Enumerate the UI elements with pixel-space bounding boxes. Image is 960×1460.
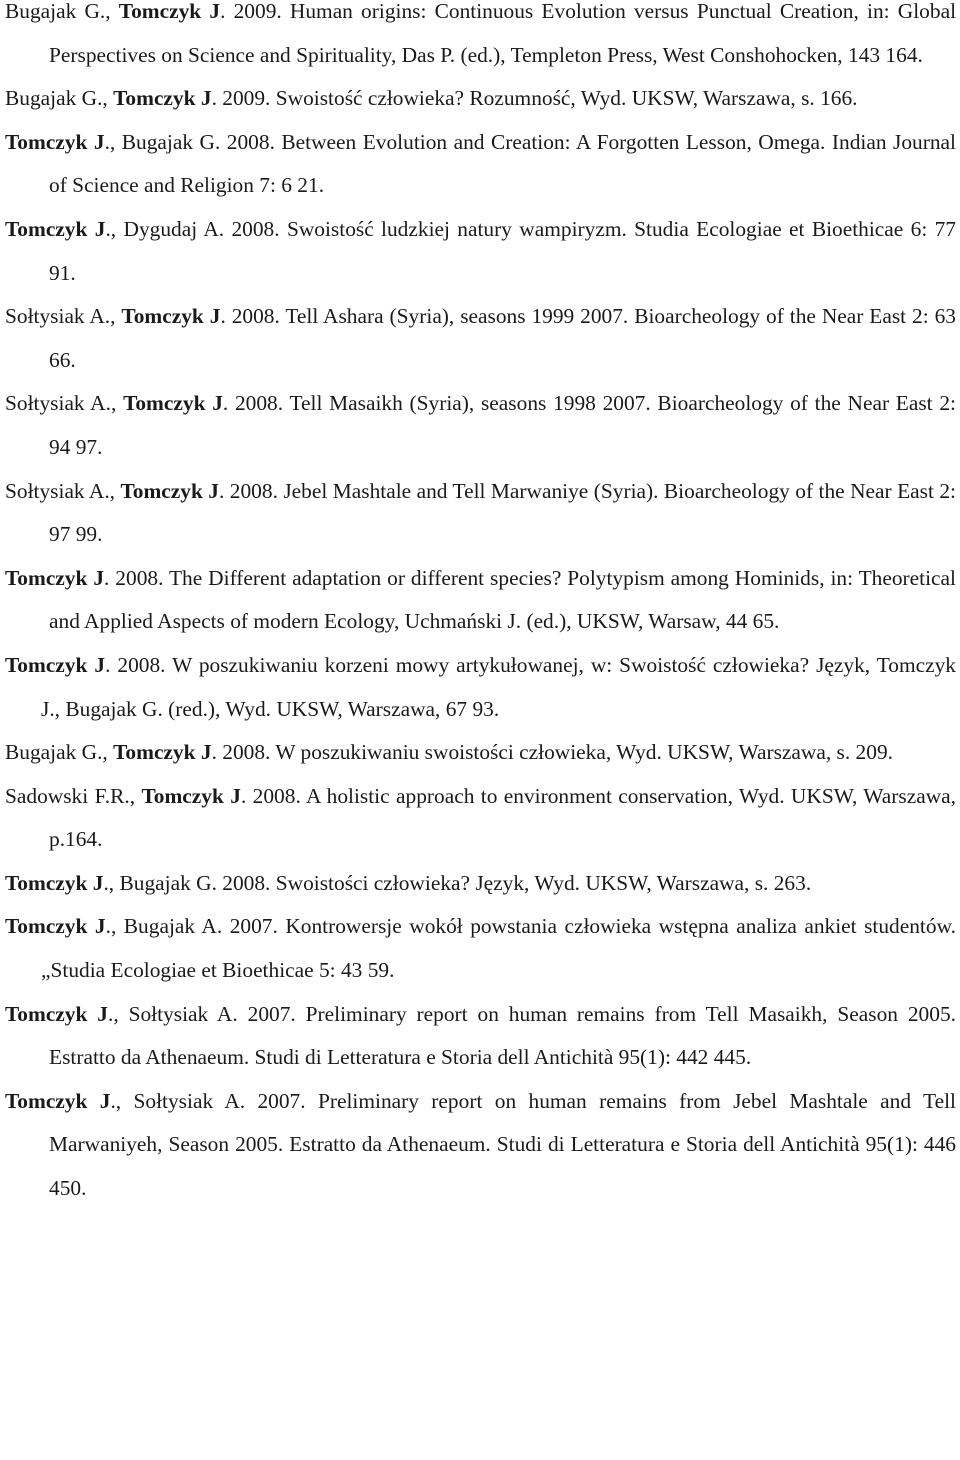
reference-text: . 2008. W poszukiwaniu swoistości człowieka, Wyd. UKSW, Warszawa, s. 209. [211, 740, 893, 765]
reference-text: Sołtysiak A., [5, 478, 121, 503]
author-highlight: Tomczyk J [5, 870, 104, 895]
reference-text: . 2008. The Different adaptation or different species? Polytypism among Hominids, in: Theoretical and Applied Aspects of modern Ecology, Uchmański J. (ed.), UKSW, Warsaw, 44 65. [49, 565, 956, 634]
reference-entry [5, 775, 956, 862]
author-highlight: Tomczyk J [5, 1001, 108, 1026]
author-highlight: Tomczyk J [118, 0, 221, 23]
reference-entry [5, 993, 956, 1080]
reference-text: . 2008. Tell Ashara (Syria), seasons 1999 2007. Bioarcheology of the Near East 2: 63 66. [49, 304, 956, 372]
author-highlight: Tomczyk J [121, 304, 221, 329]
reference-text: . 2009. Swoistość człowieka? Rozumność, Wyd. UKSW, Warszawa, s. 166. [211, 86, 858, 111]
reference-entry [5, 905, 956, 992]
reference-entry [5, 1080, 956, 1211]
reference-list [5, 0, 956, 1211]
author-highlight: Tomczyk J [141, 783, 241, 808]
reference-entry [5, 470, 956, 557]
reference-entry [5, 862, 956, 906]
reference-text: Sadowski F.R., [5, 783, 142, 808]
reference-entry [5, 121, 956, 208]
reference-entry [5, 0, 956, 77]
author-highlight: Tomczyk J [113, 86, 212, 111]
author-highlight: Tomczyk J [5, 129, 105, 154]
reference-text: ., Bugajak A. 2007. Kontrowersje wokół powstania człowieka wstępna analiza ankiet studentów. „Studia Ecologiae et Bioethicae 5: 43 59. [41, 914, 956, 983]
reference-text: . 2009. Human origins: Continuous Evolution versus Punctual Creation, in: Global Perspectives on Science and Spirituality, Das P. (ed.), Templeton Press, West Conshohocken, 143 164. [49, 0, 957, 67]
author-highlight: Tomczyk J [5, 565, 105, 590]
reference-entry [5, 208, 956, 295]
author-highlight: Tomczyk J [5, 914, 106, 939]
reference-text: ., Sołtysiak A. 2007. Preliminary report on human remains from Tell Masaikh, Season 2005. Estratto da Athenaeum. Studi di Letteratura e Storia dell Antichità 95(1): 442 445. [49, 1001, 956, 1070]
reference-entry [5, 731, 956, 775]
reference-text: Bugajak G., [5, 86, 114, 111]
reference-entry [5, 557, 956, 644]
reference-text: Sołtysiak A., [5, 304, 122, 329]
author-highlight: Tomczyk J [5, 216, 106, 241]
reference-text: ., Dygudaj A. 2008. Swoistość ludzkiej natury wampiryzm. Studia Ecologiae et Bioethicae 6: 77 91. [49, 216, 956, 285]
author-highlight: Tomczyk J [123, 391, 223, 416]
reference-entry [5, 77, 956, 121]
reference-text: ., Bugajak G. 2008. Swoistości człowieka? Język, Wyd. UKSW, Warszawa, s. 263. [103, 870, 812, 895]
reference-text: . 2008. A holistic approach to environment conservation, Wyd. UKSW, Warszawa, p.164. [49, 783, 956, 852]
reference-entry [5, 382, 956, 469]
reference-text: . 2008. Jebel Mashtale and Tell Marwaniye (Syria). Bioarcheology of the Near East 2: 97 99. [49, 478, 956, 547]
reference-text: Sołtysiak A., [5, 391, 124, 416]
author-highlight: Tomczyk J [120, 478, 219, 503]
author-highlight: Tomczyk J [113, 740, 212, 765]
reference-entry [5, 295, 956, 382]
reference-text: Bugajak G., [5, 0, 119, 23]
author-highlight: Tomczyk J [5, 1088, 111, 1113]
reference-text: Bugajak G., [5, 740, 114, 765]
reference-text: ., Sołtysiak A. 2007. Preliminary report on human remains from Jebel Mashtale and Tell Marwaniyeh, Season 2005. Estratto da Athenaeum. Studi di Letteratura e Storia dell Antichità 95(1): 446 450. [49, 1088, 956, 1201]
reference-text: . 2008. W poszukiwaniu korzeni mowy artykułowanej, w: Swoistość człowieka? Język, Tomczyk J., Bugajak G. (red.), Wyd. UKSW, Warszawa, 67 93. [41, 652, 956, 721]
author-highlight: Tomczyk J [5, 652, 106, 677]
reference-entry [5, 644, 956, 731]
reference-text: . 2008. Tell Masaikh (Syria), seasons 1998 2007. Bioarcheology of the Near East 2: 94 97. [49, 391, 956, 459]
reference-text: ., Bugajak G. 2008. Between Evolution and Creation: A Forgotten Lesson, Omega. Indian Journal of Science and Religion 7: 6 21. [49, 129, 956, 198]
